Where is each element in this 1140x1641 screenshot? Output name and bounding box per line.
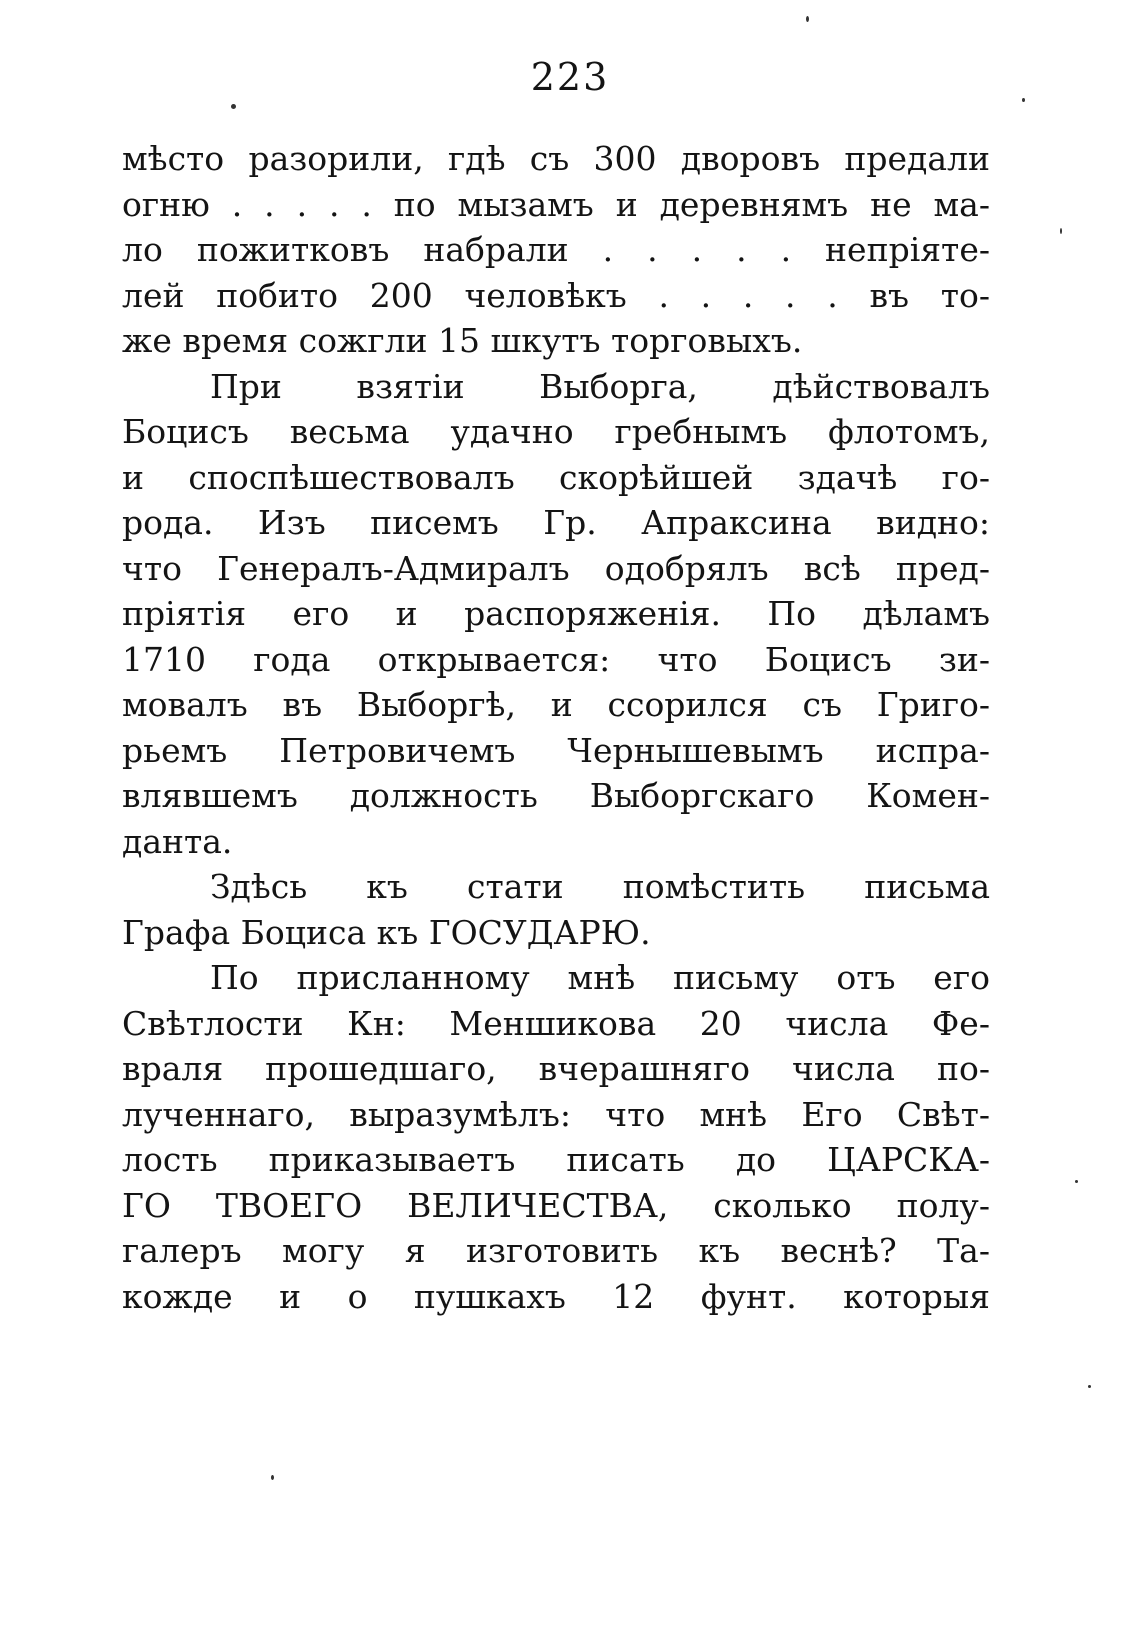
scan-speck [1022, 98, 1025, 102]
scan-speck [1075, 1180, 1078, 1183]
text-line: данта. [122, 821, 233, 861]
scan-speck [1088, 1385, 1091, 1388]
text-line: рода. Изъ писемъ Гр. Апраксина видно: [122, 503, 990, 542]
text-line: кожде и о пушкахъ 12 фунт. которыя [122, 1276, 990, 1316]
text-line: лость приказываетъ писать до ЦАРСКА- [122, 1140, 990, 1179]
text-line: лей побито 200 человѣкъ . . . . . въ то- [122, 275, 990, 315]
text-line: Свѣтлости Кн: Меншикова 20 числа Фе- [122, 1003, 990, 1043]
text-line: мовалъ въ Выборгѣ, и ссорился съ Григо- [122, 685, 990, 724]
text-line: ло пожитковъ набрали . . . . . непріяте- [122, 230, 990, 269]
body-text [122, 136, 990, 1319]
text-line: галеръ могу я изготовить къ веснѣ? Та- [122, 1231, 990, 1270]
scan-speck [231, 104, 236, 109]
text-line: же время сожгли 15 шкутъ торговыхъ. [122, 321, 803, 360]
text-line: По присланному мнѣ письму отъ его [210, 958, 990, 997]
text-line: ГО ТВОЕГО ВЕЛИЧЕСТВА, сколько полу- [122, 1185, 990, 1225]
text-line: Графа Боциса къ ГОСУДАРЮ. [122, 912, 651, 952]
page-number: 223 [530, 55, 610, 99]
text-line: При взятіи Выборга, дѣйствовалъ [210, 366, 990, 406]
text-line: и споспѣшествовалъ скорѣйшей здачѣ го- [122, 457, 990, 497]
text-line: лученнаго, выразумѣлъ: что мнѣ Его Свѣт- [122, 1094, 990, 1134]
text-line: что Генералъ-Адмиралъ одобрялъ всѣ пред- [122, 548, 990, 588]
text-line: рьемъ Петровичемъ Чернышевымъ испра- [122, 730, 990, 770]
text-line: Здѣсь къ стати помѣстить письма [210, 867, 990, 906]
text-line: Боцисъ весьма удачно гребнымъ флотомъ, [122, 412, 990, 451]
text-line: мѣсто разорили, гдѣ съ 300 дворовъ предали [122, 139, 990, 178]
text-line: огню . . . . . по мызамъ и деревнямъ не ма- [122, 184, 990, 224]
text-line: враля прошедшаго, вчерашняго числа по- [122, 1049, 990, 1088]
text-line: пріятія его и распоряженія. По дѣламъ [122, 594, 990, 633]
scan-speck [1060, 228, 1062, 234]
text-line: влявшемъ должность Выборгскаго Комен- [122, 776, 990, 815]
scan-speck [271, 1475, 274, 1480]
text-line: 1710 года открывается: что Боцисъ зи- [122, 639, 990, 679]
scan-speck [806, 16, 809, 22]
